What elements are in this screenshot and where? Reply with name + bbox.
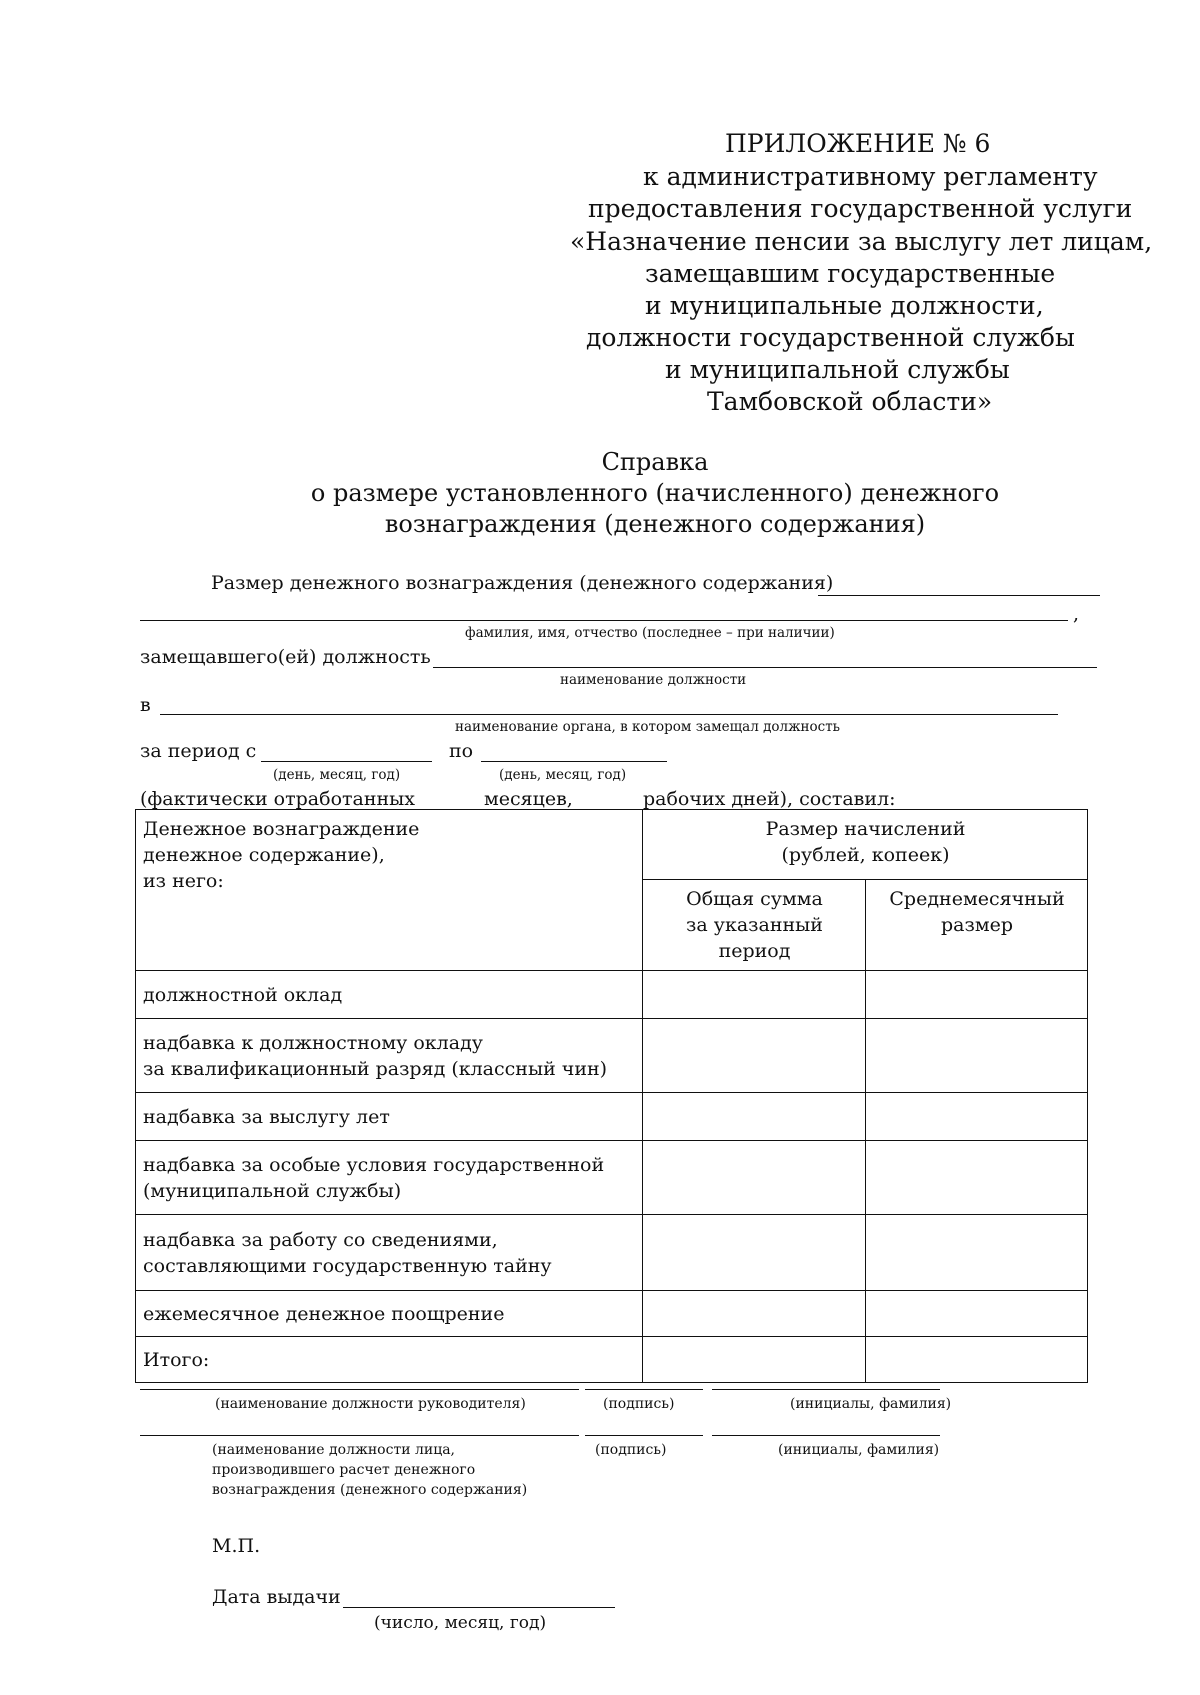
header-text: из него: — [143, 870, 224, 892]
calc-position-caption: производившего расчет денежного — [212, 1462, 476, 1478]
row-text: надбавка за выслугу лет — [143, 1105, 390, 1128]
document-subtitle: о размере установленного (начисленного) денежного — [310, 479, 1000, 507]
head-signature-caption: (подпись) — [603, 1396, 675, 1412]
monthly-cell[interactable] — [866, 1141, 1088, 1215]
actual-prefix: (фактически отработанных — [140, 788, 416, 810]
monthly-cell[interactable] — [866, 971, 1088, 1019]
document-subtitle: вознаграждения (денежного содержания) — [384, 510, 926, 538]
issue-date-label: Дата выдачи — [212, 1586, 341, 1608]
monthly-cell[interactable] — [866, 1019, 1088, 1093]
header-text: Денежное вознаграждение — [143, 818, 420, 840]
accruals-table — [135, 809, 1088, 1383]
months-label: месяцев, — [484, 788, 573, 810]
appendix-line: Тамбовской области» — [707, 387, 993, 416]
head-position-line[interactable] — [140, 1389, 579, 1390]
table-row — [136, 1141, 1088, 1215]
appendix-line: и муниципальные должности, — [645, 291, 1044, 320]
total-cell[interactable] — [643, 1337, 866, 1383]
row-label — [136, 1291, 643, 1337]
row-text: надбавка за работу со сведениями, — [143, 1228, 498, 1251]
row-text: за квалификационный разряд (классный чин) — [143, 1057, 608, 1080]
table-row — [136, 1291, 1088, 1337]
appendix-line: должности государственной службы — [586, 323, 1075, 352]
size-blank-line[interactable] — [818, 595, 1100, 596]
monthly-cell[interactable] — [866, 1291, 1088, 1337]
header-text: размер — [940, 914, 1014, 936]
appendix-line: замещавшим государственные — [645, 259, 1056, 288]
header-cell-monthly — [866, 880, 1088, 971]
total-cell[interactable] — [643, 1093, 866, 1141]
table-row — [136, 1019, 1088, 1093]
table-row — [136, 1215, 1088, 1291]
row-text: надбавка к должностному окладу — [143, 1031, 483, 1054]
monthly-cell[interactable] — [866, 1215, 1088, 1291]
appendix-line: предоставления государственной услуги — [588, 194, 1133, 223]
monthly-cell[interactable] — [866, 1093, 1088, 1141]
row-label — [136, 1019, 643, 1093]
appendix-line: к административному регламенту — [643, 162, 1098, 191]
row-label — [136, 1215, 643, 1291]
header-text: Общая сумма — [686, 888, 823, 910]
total-cell[interactable] — [643, 971, 866, 1019]
total-row — [136, 1337, 1088, 1383]
header-text: Размер начислений — [765, 818, 966, 840]
row-label — [136, 1141, 643, 1215]
size-label: Размер денежного вознаграждения (денежного содержания) — [211, 572, 834, 594]
issue-date-line[interactable] — [343, 1607, 615, 1608]
header-text: денежное содержание), — [143, 844, 385, 866]
appendix-number: ПРИЛОЖЕНИЕ № 6 — [725, 129, 991, 158]
organ-label: в — [140, 694, 151, 716]
stamp-place: М.П. — [212, 1535, 261, 1557]
header-cell-group — [643, 810, 1088, 880]
fio-blank-line[interactable] — [140, 620, 1068, 621]
head-signature-line[interactable] — [585, 1389, 703, 1390]
position-label: замещавшего(ей) должность — [140, 646, 431, 668]
date-caption-to: (день, месяц, год) — [499, 767, 627, 783]
appendix-line: и муниципальной службы — [665, 355, 1010, 384]
calc-position-line[interactable] — [140, 1435, 579, 1436]
total-cell[interactable] — [643, 1215, 866, 1291]
header-text: за указанный период — [686, 914, 823, 962]
period-from-blank[interactable] — [261, 761, 432, 762]
period-to-blank[interactable] — [481, 761, 667, 762]
fio-caption: фамилия, имя, отчество (последнее – при наличии) — [465, 625, 835, 641]
total-cell[interactable] — [643, 1291, 866, 1337]
organ-blank-line[interactable] — [160, 714, 1058, 715]
header-cell-category — [136, 810, 643, 971]
date-caption-from: (день, месяц, год) — [273, 767, 401, 783]
document-title: Справка — [601, 448, 709, 476]
row-text: ежемесячное денежное поощрение — [143, 1302, 505, 1325]
period-to-label: по — [449, 740, 474, 762]
position-blank-line[interactable] — [433, 667, 1097, 668]
header-text: (рублей, копеек) — [781, 844, 950, 866]
head-name-caption: (инициалы, фамилия) — [790, 1396, 952, 1412]
head-name-line[interactable] — [712, 1389, 940, 1390]
head-position-caption: (наименование должности руководителя) — [215, 1396, 526, 1412]
row-text: надбавка за особые условия государственной — [143, 1153, 605, 1176]
row-text: должностной оклад — [143, 983, 343, 1006]
organ-caption: наименование органа, в котором замещал должность — [455, 719, 841, 735]
comma: , — [1073, 603, 1080, 625]
issue-date-caption: (число, месяц, год) — [374, 1613, 547, 1633]
calc-name-line[interactable] — [712, 1435, 940, 1436]
table-row — [136, 1093, 1088, 1141]
calc-signature-caption: (подпись) — [595, 1442, 667, 1458]
workdays-label: рабочих дней), составил: — [643, 788, 896, 810]
calc-position-caption: (наименование должности лица, — [212, 1442, 456, 1458]
row-text: составляющими государственную тайну — [143, 1254, 552, 1277]
header-text: Среднемесячный — [889, 888, 1065, 910]
position-caption: наименование должности — [560, 672, 747, 688]
appendix-line: «Назначение пенсии за выслугу лет лицам, — [570, 227, 1153, 256]
period-from-label: за период с — [140, 740, 257, 762]
row-label-total — [136, 1337, 643, 1383]
total-cell[interactable] — [643, 1019, 866, 1093]
row-text: (муниципальной службы) — [143, 1179, 402, 1202]
row-text: Итого: — [143, 1348, 210, 1371]
calc-position-caption: вознаграждения (денежного содержания) — [212, 1482, 528, 1498]
total-cell[interactable] — [643, 1141, 866, 1215]
table-row — [136, 971, 1088, 1019]
calc-signature-line[interactable] — [585, 1435, 703, 1436]
row-label — [136, 1093, 643, 1141]
calc-name-caption: (инициалы, фамилия) — [778, 1442, 940, 1458]
header-cell-total — [643, 880, 866, 971]
row-label — [136, 971, 643, 1019]
monthly-cell[interactable] — [866, 1337, 1088, 1383]
